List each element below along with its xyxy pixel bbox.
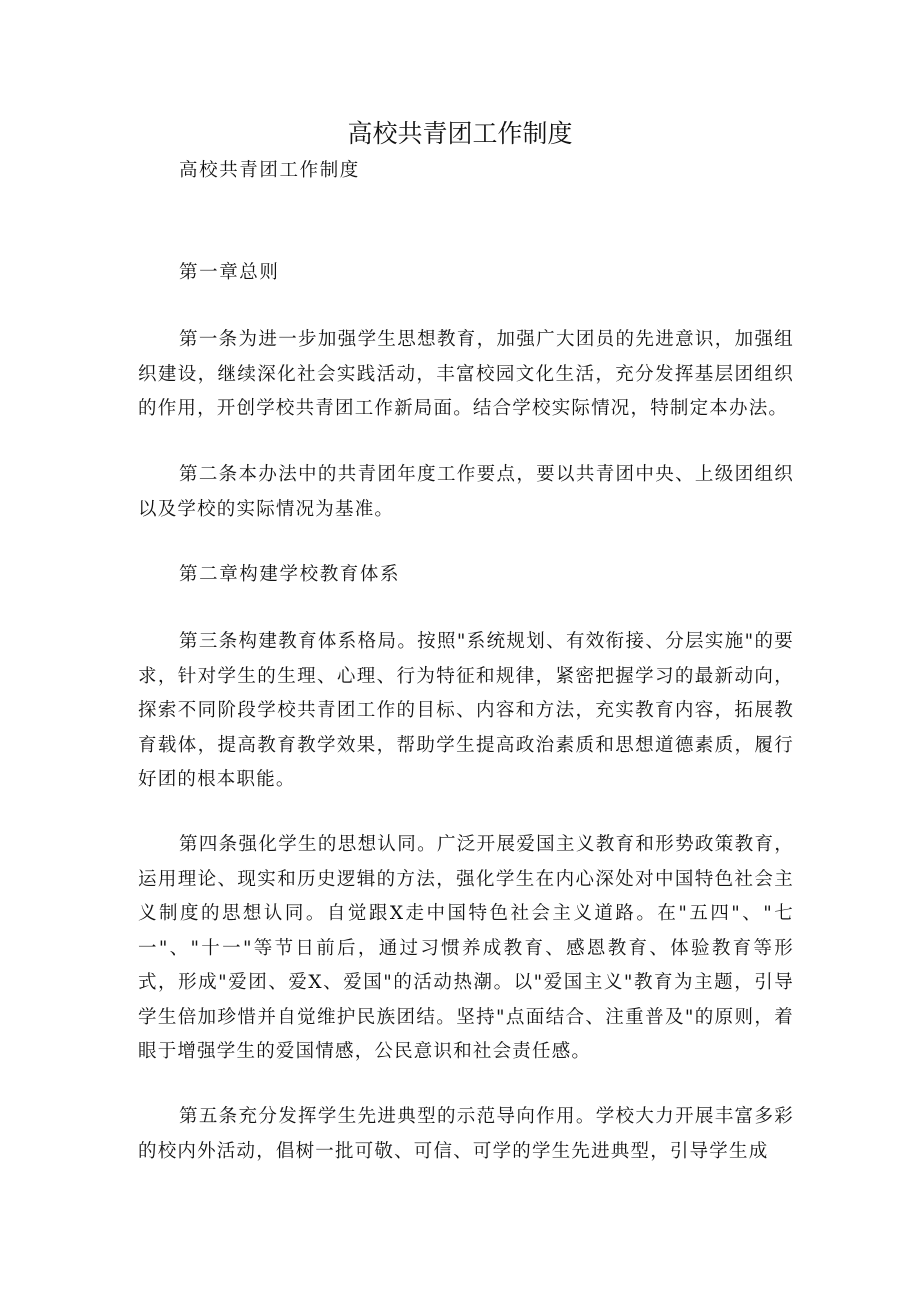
document-subtitle: 高校共青团工作制度	[179, 160, 360, 181]
document-title: 高校共青团工作制度	[347, 119, 573, 148]
article-paragraph-4: 第四条强化学生的思想认同。广泛开展爱国主义教育和形势政策教育，运用理论、现实和历史逻辑的方法，强化学生在内心深处对中国特色社会主义制度的思想认同。自觉跟X走中国特色社会主义道路。在"五四"、"七一"、"十一"等节日前后，通过习惯养成教育、感恩教育、体验教育等形式，形成"爱团、爱X、爱国"的活动热潮。以"爱国主义"教育为主题，引导学生倍加珍惜并自觉维护民族团结。坚持"点面结合、注重普及"的原则，着眼于增强学生的爱国情感，公民意识和社会责任感。	[138, 834, 794, 1062]
article-paragraph-1: 第一条为进一步加强学生思想教育，加强广大团员的先进意识，加强组织建设，继续深化社会实践活动，丰富校园文化生活，充分发挥基层团组织的作用，开创学校共青团工作新局面。结合学校实际情况，特制定本办法。	[138, 329, 794, 419]
article-paragraph-2: 第二条本办法中的共青团年度工作要点，要以共青团中央、上级团组织以及学校的实际情况为基准。	[138, 464, 794, 520]
article-paragraph-5: 第五条充分发挥学生先进典型的示范导向作用。学校大力开展丰富多彩的校内外活动，倡树一批可敬、可信、可学的学生先进典型，引导学生成	[138, 1106, 794, 1162]
chapter-heading-2: 第二章构建学校教育体系	[179, 564, 401, 585]
chapter-heading-1: 第一章总则	[179, 262, 280, 283]
article-paragraph-3: 第三条构建教育体系格局。按照"系统规划、有效衔接、分层实施"的要求，针对学生的生理、心理、行为特征和规律，紧密把握学习的最新动向，探索不同阶段学校共青团工作的目标、内容和方法，充实教育内容，拓展教育载体，提高教育教学效果，帮助学生提高政治素质和思想道德素质，履行好团的根本职能。	[138, 631, 794, 790]
